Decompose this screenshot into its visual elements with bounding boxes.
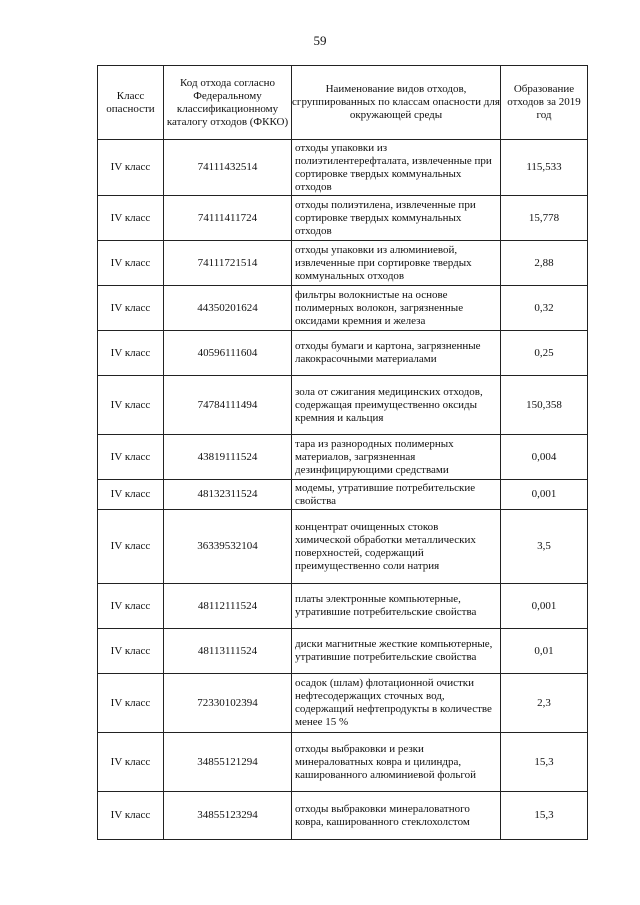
table-header-row — [98, 66, 588, 140]
table-row — [98, 733, 588, 792]
waste-amount-cell: 2,3 — [501, 674, 588, 733]
waste-code-cell: 74111411724 — [164, 196, 292, 241]
waste-name-cell: тара из разнородных полимерных материалов, загрязненная дезинфицирующими средствами — [292, 435, 501, 480]
hazard-class-cell: IV класс — [98, 376, 164, 435]
hazard-class-cell: IV класс — [98, 480, 164, 510]
waste-table — [97, 65, 588, 840]
hazard-class-cell: IV класс — [98, 584, 164, 629]
waste-amount-cell: 15,3 — [501, 733, 588, 792]
waste-code-cell: 43819111524 — [164, 435, 292, 480]
hazard-class-cell: IV класс — [98, 629, 164, 674]
waste-amount-cell: 0,25 — [501, 331, 588, 376]
waste-code-cell: 44350201624 — [164, 286, 292, 331]
waste-code-cell: 48132311524 — [164, 480, 292, 510]
table-row — [98, 584, 588, 629]
table-row — [98, 331, 588, 376]
table-row — [98, 241, 588, 286]
hazard-class-cell: IV класс — [98, 331, 164, 376]
waste-name-cell: отходы полиэтилена, извлеченные при сортировке твердых коммунальных отходов — [292, 196, 501, 241]
waste-name-cell: концентрат очищенных стоков химической обработки металлических поверхностей, содержащий преимущественно соли натрия — [292, 510, 501, 584]
waste-amount-cell: 0,32 — [501, 286, 588, 331]
waste-name-cell: отходы бумаги и картона, загрязненные лакокрасочными материалами — [292, 331, 501, 376]
waste-code-cell: 48113111524 — [164, 629, 292, 674]
waste-code-cell: 72330102394 — [164, 674, 292, 733]
table-row — [98, 196, 588, 241]
waste-amount-cell: 2,88 — [501, 241, 588, 286]
hazard-class-cell: IV класс — [98, 241, 164, 286]
header-hazard-class: Класс опасности — [98, 66, 164, 140]
hazard-class-cell: IV класс — [98, 435, 164, 480]
waste-name-cell: фильтры волокнистые на основе полимерных волокон, загрязненные оксидами кремния и железа — [292, 286, 501, 331]
waste-amount-cell: 0,001 — [501, 480, 588, 510]
hazard-class-cell: IV класс — [98, 674, 164, 733]
waste-code-cell: 48112111524 — [164, 584, 292, 629]
table-row — [98, 140, 588, 196]
waste-amount-cell: 115,533 — [501, 140, 588, 196]
waste-code-cell: 34855123294 — [164, 792, 292, 840]
waste-name-cell: отходы упаковки из полиэтилентерефталата, извлеченные при сортировке твердых коммунальных отходов — [292, 140, 501, 196]
waste-code-cell: 40596111604 — [164, 331, 292, 376]
header-waste-code: Код отхода согласно Федеральному классификационному каталогу отходов (ФККО) — [164, 66, 292, 140]
waste-amount-cell: 15,3 — [501, 792, 588, 840]
hazard-class-cell: IV класс — [98, 196, 164, 241]
header-waste-amount: Образование отходов за 2019 год — [501, 66, 588, 140]
waste-amount-cell: 0,001 — [501, 584, 588, 629]
waste-amount-cell: 0,01 — [501, 629, 588, 674]
waste-amount-cell: 3,5 — [501, 510, 588, 584]
waste-name-cell: отходы упаковки из алюминиевой, извлеченные при сортировке твердых коммунальных отходов — [292, 241, 501, 286]
hazard-class-cell: IV класс — [98, 140, 164, 196]
table-row — [98, 435, 588, 480]
waste-amount-cell: 0,004 — [501, 435, 588, 480]
table-row — [98, 376, 588, 435]
hazard-class-cell: IV класс — [98, 792, 164, 840]
hazard-class-cell: IV класс — [98, 510, 164, 584]
waste-amount-cell: 150,358 — [501, 376, 588, 435]
waste-code-cell: 74111432514 — [164, 140, 292, 196]
waste-name-cell: платы электронные компьютерные, утратившие потребительские свойства — [292, 584, 501, 629]
waste-name-cell: модемы, утратившие потребительские свойства — [292, 480, 501, 510]
waste-code-cell: 74784111494 — [164, 376, 292, 435]
waste-code-cell: 74111721514 — [164, 241, 292, 286]
header-waste-name: Наименование видов отходов, сгруппированных по классам опасности для окружающей среды — [292, 66, 501, 140]
table-row — [98, 629, 588, 674]
table-row — [98, 286, 588, 331]
hazard-class-cell: IV класс — [98, 286, 164, 331]
table-row — [98, 480, 588, 510]
waste-name-cell: отходы выбраковки минераловатного ковра, кашированного стеклохолстом — [292, 792, 501, 840]
page-number: 59 — [313, 33, 327, 48]
waste-name-cell: зола от сжигания медицинских отходов, содержащая преимущественно оксиды кремния и кальция — [292, 376, 501, 435]
waste-code-cell: 34855121294 — [164, 733, 292, 792]
waste-amount-cell: 15,778 — [501, 196, 588, 241]
table-row — [98, 792, 588, 840]
waste-code-cell: 36339532104 — [164, 510, 292, 584]
waste-name-cell: диски магнитные жесткие компьютерные, утратившие потребительские свойства — [292, 629, 501, 674]
table-row — [98, 674, 588, 733]
waste-name-cell: отходы выбраковки и резки минераловатных ковра и цилиндра, кашированного алюминиевой фольгой — [292, 733, 501, 792]
waste-name-cell: осадок (шлам) флотационной очистки нефтесодержащих сточных вод, содержащий нефтепродукты в количестве менее 15 % — [292, 674, 501, 733]
hazard-class-cell: IV класс — [98, 733, 164, 792]
table-row — [98, 510, 588, 584]
